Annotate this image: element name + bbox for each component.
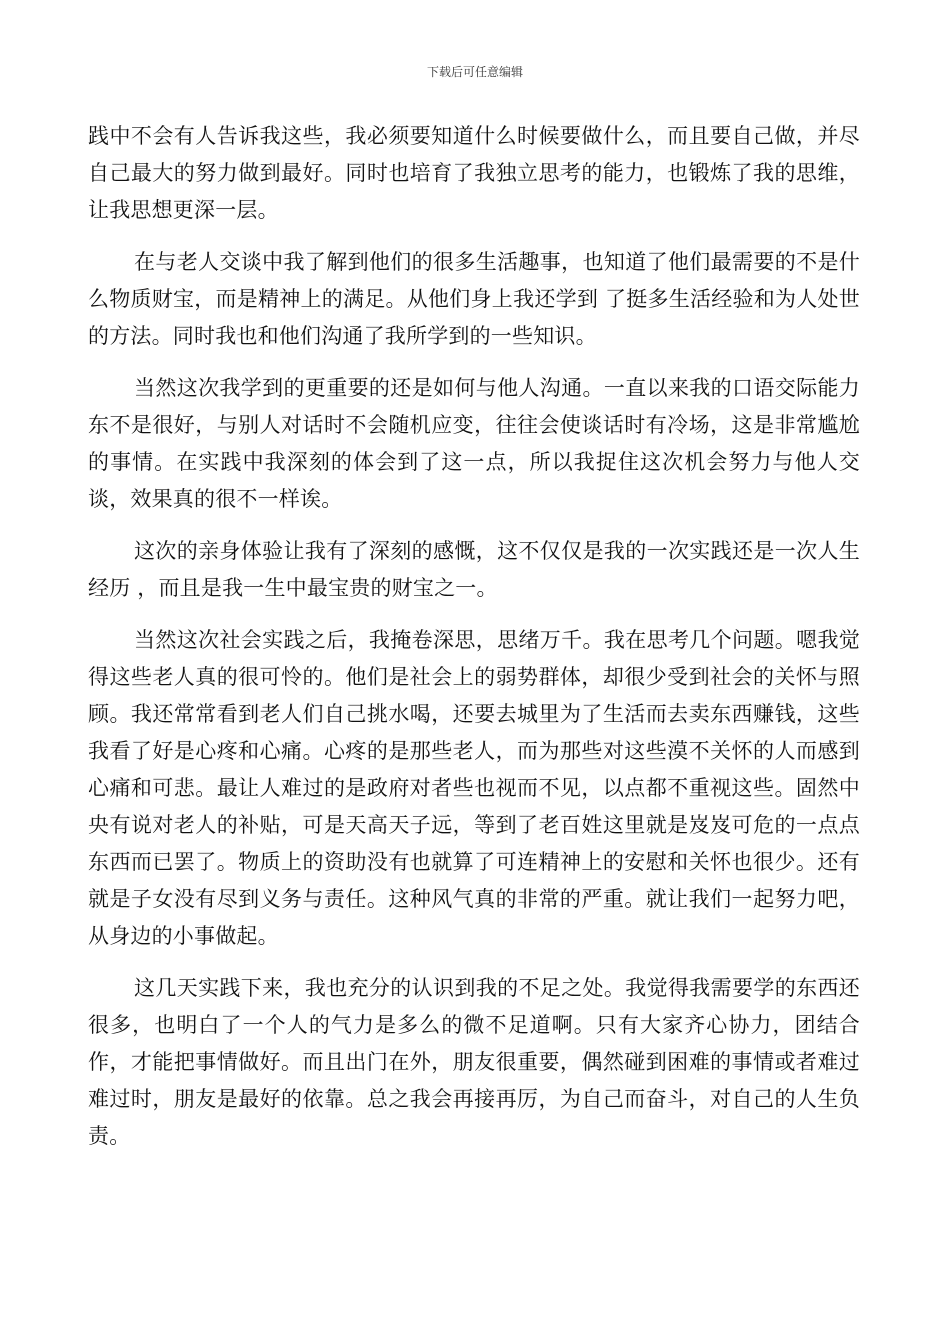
- paragraph-6: 这几天实践下来，我也充分的认识到我的不足之处。我觉得我需要学的东西还很多，也明白了一个人的气力是多么的微不足道啊。只有大家齐心协力，团结合作，才能把事情做好。而且出门在外，朋友很重要，偶然碰到困难的事情或者难过难过时，朋友是最好的依靠。总之我会再接再厉，为自己而奋斗，对自己的人生负责。: [88, 976, 860, 1148]
- document-body: [88, 118, 860, 1170]
- paragraph-1: 践中不会有人告诉我这些，我必须要知道什么时候要做什么，而且要自己做，并尽自己最大的努力做到最好。同时也培育了我独立思考的能力，也锻炼了我的思维，让我思想更深一层。: [88, 124, 860, 222]
- paragraph-2: 在与老人交谈中我了解到他们的很多生活趣事，也知道了他们最需要的不是什么物质财宝，而是精神上的满足。从他们身上我还学到 了挺多生活经验和为人处世的方法。同时我也和他们沟通了我所学到的一些知识。: [88, 250, 860, 348]
- paragraph-5: 当然这次社会实践之后，我掩卷深思，思绪万千。我在思考几个问题。嗯我觉得这些老人真的很可怜的。他们是社会上的弱势群体，却很少受到社会的关怀与照顾。我还常常看到老人们自己挑水喝，还要去城里为了生活而去卖东西赚钱，这些我看了好是心疼和心痛。心疼的是那些老人，而为那些对这些漠不关怀的人而感到心痛和可悲。最让人难过的是政府对者些也视而不见，以点都不重视这些。固然中央有说对老人的补贴，可是天高天子远，等到了老百姓这里就是岌岌可危的一点点东西而已罢了。物质上的资助没有也就算了可连精神上的安慰和关怀也很少。还有就是子女没有尽到义务与责任。这种风气真的非常的严重。就让我们一起努力吧，从身边的小事做起。: [88, 628, 860, 948]
- paragraph-4: 这次的亲身体验让我有了深刻的感慨，这不仅仅是我的一次实践还是一次人生经历 ，而且是我一生中最宝贵的财宝之一。: [88, 539, 860, 600]
- page-header: 下载后可任意编辑: [426, 65, 523, 79]
- paragraph-3: 当然这次我学到的更重要的还是如何与他人沟通。一直以来我的口语交际能力东不是很好，与别人对话时不会随机应变，往往会使谈话时有冷场，这是非常尴尬的事情。在实践中我深刻的体会到了这一点，所以我捉住这次机会努力与他人交谈，效果真的很不一样诶。: [88, 376, 860, 511]
